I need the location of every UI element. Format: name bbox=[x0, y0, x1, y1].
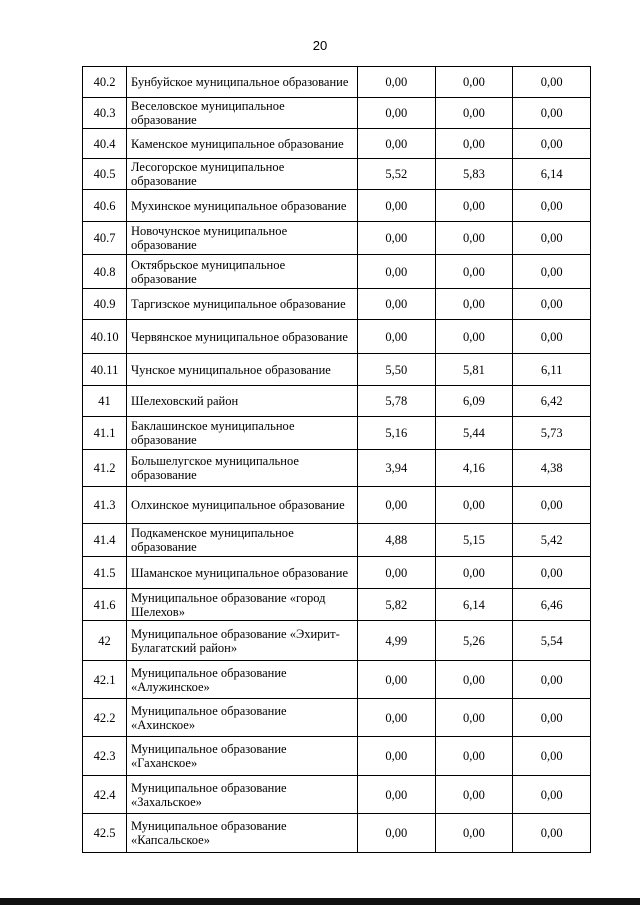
value-3: 0,00 bbox=[513, 320, 591, 354]
row-number: 40.11 bbox=[83, 354, 127, 386]
municipality-name: Муниципальное образование «Алужинское» bbox=[127, 661, 358, 699]
value-3: 6,11 bbox=[513, 354, 591, 386]
value-3: 0,00 bbox=[513, 190, 591, 222]
table-row bbox=[83, 98, 591, 129]
value-3: 5,42 bbox=[513, 524, 591, 557]
value-1: 0,00 bbox=[358, 67, 436, 98]
value-3: 0,00 bbox=[513, 737, 591, 776]
table-row bbox=[83, 289, 591, 320]
value-3: 0,00 bbox=[513, 222, 591, 255]
value-1: 3,94 bbox=[358, 450, 436, 487]
value-2: 5,83 bbox=[435, 159, 513, 190]
municipality-name: Новочунское муниципальное образование bbox=[127, 222, 358, 255]
row-number: 41.3 bbox=[83, 487, 127, 524]
row-number: 40.6 bbox=[83, 190, 127, 222]
table-row bbox=[83, 129, 591, 159]
value-3: 0,00 bbox=[513, 67, 591, 98]
row-number: 40.3 bbox=[83, 98, 127, 129]
municipality-name: Октябрьское муниципальное образование bbox=[127, 255, 358, 289]
municipality-name: Шелеховский район bbox=[127, 386, 358, 417]
table-row bbox=[83, 487, 591, 524]
value-2: 6,14 bbox=[435, 589, 513, 621]
table-row bbox=[83, 699, 591, 737]
value-2: 4,16 bbox=[435, 450, 513, 487]
value-1: 0,00 bbox=[358, 737, 436, 776]
value-1: 5,78 bbox=[358, 386, 436, 417]
value-2: 0,00 bbox=[435, 129, 513, 159]
page-number: 20 bbox=[312, 38, 328, 53]
value-1: 0,00 bbox=[358, 222, 436, 255]
value-3: 0,00 bbox=[513, 255, 591, 289]
municipality-name: Муниципальное образование «Гаханское» bbox=[127, 737, 358, 776]
value-1: 5,16 bbox=[358, 417, 436, 450]
municipality-name: Каменское муниципальное образование bbox=[127, 129, 358, 159]
table-row bbox=[83, 814, 591, 853]
row-number: 42.4 bbox=[83, 776, 127, 814]
row-number: 42.3 bbox=[83, 737, 127, 776]
value-3: 0,00 bbox=[513, 661, 591, 699]
value-1: 0,00 bbox=[358, 129, 436, 159]
row-number: 40.5 bbox=[83, 159, 127, 190]
value-1: 0,00 bbox=[358, 487, 436, 524]
value-1: 0,00 bbox=[358, 320, 436, 354]
value-2: 0,00 bbox=[435, 222, 513, 255]
value-1: 5,52 bbox=[358, 159, 436, 190]
value-2: 0,00 bbox=[435, 661, 513, 699]
row-number: 42.2 bbox=[83, 699, 127, 737]
table-row bbox=[83, 159, 591, 190]
value-3: 4,38 bbox=[513, 450, 591, 487]
municipality-name: Веселовское муниципальное образование bbox=[127, 98, 358, 129]
value-1: 0,00 bbox=[358, 661, 436, 699]
value-2: 0,00 bbox=[435, 255, 513, 289]
value-2: 0,00 bbox=[435, 190, 513, 222]
table-row bbox=[83, 320, 591, 354]
value-1: 0,00 bbox=[358, 776, 436, 814]
table-row bbox=[83, 737, 591, 776]
scan-edge bbox=[0, 898, 640, 905]
value-1: 4,99 bbox=[358, 621, 436, 661]
value-3: 5,73 bbox=[513, 417, 591, 450]
table-body bbox=[83, 67, 591, 853]
value-3: 6,42 bbox=[513, 386, 591, 417]
value-3: 6,46 bbox=[513, 589, 591, 621]
table-row bbox=[83, 589, 591, 621]
row-number: 40.7 bbox=[83, 222, 127, 255]
municipality-name: Лесогорское муниципальное образование bbox=[127, 159, 358, 190]
row-number: 41 bbox=[83, 386, 127, 417]
row-number: 40.10 bbox=[83, 320, 127, 354]
row-number: 40.9 bbox=[83, 289, 127, 320]
table-row bbox=[83, 621, 591, 661]
value-2: 6,09 bbox=[435, 386, 513, 417]
row-number: 40.2 bbox=[83, 67, 127, 98]
value-3: 0,00 bbox=[513, 98, 591, 129]
value-2: 5,15 bbox=[435, 524, 513, 557]
value-2: 0,00 bbox=[435, 98, 513, 129]
row-number: 41.4 bbox=[83, 524, 127, 557]
table-row bbox=[83, 450, 591, 487]
table-row bbox=[83, 386, 591, 417]
row-number: 42 bbox=[83, 621, 127, 661]
value-2: 5,26 bbox=[435, 621, 513, 661]
table-row bbox=[83, 354, 591, 386]
value-3: 5,54 bbox=[513, 621, 591, 661]
value-3: 0,00 bbox=[513, 776, 591, 814]
municipality-name: Муниципальное образование «Захальское» bbox=[127, 776, 358, 814]
row-number: 41.1 bbox=[83, 417, 127, 450]
municipality-name: Муниципальное образование «Эхирит-Булагатский район» bbox=[127, 621, 358, 661]
table-row bbox=[83, 190, 591, 222]
municipality-name: Подкаменское муниципальное образование bbox=[127, 524, 358, 557]
municipality-name: Баклашинское муниципальное образование bbox=[127, 417, 358, 450]
value-1: 0,00 bbox=[358, 289, 436, 320]
table-row bbox=[83, 524, 591, 557]
value-2: 0,00 bbox=[435, 320, 513, 354]
value-2: 0,00 bbox=[435, 776, 513, 814]
value-2: 5,44 bbox=[435, 417, 513, 450]
value-1: 5,50 bbox=[358, 354, 436, 386]
table-row bbox=[83, 255, 591, 289]
value-2: 0,00 bbox=[435, 67, 513, 98]
value-1: 4,88 bbox=[358, 524, 436, 557]
municipality-name: Шаманское муниципальное образование bbox=[127, 557, 358, 589]
value-3: 0,00 bbox=[513, 289, 591, 320]
data-table bbox=[82, 66, 591, 853]
value-2: 0,00 bbox=[435, 289, 513, 320]
municipality-name: Бунбуйское муниципальное образование bbox=[127, 67, 358, 98]
value-3: 0,00 bbox=[513, 814, 591, 853]
value-3: 0,00 bbox=[513, 699, 591, 737]
value-3: 0,00 bbox=[513, 557, 591, 589]
value-1: 0,00 bbox=[358, 557, 436, 589]
municipality-name: Червянское муниципальное образование bbox=[127, 320, 358, 354]
value-2: 0,00 bbox=[435, 737, 513, 776]
value-1: 0,00 bbox=[358, 699, 436, 737]
row-number: 42.1 bbox=[83, 661, 127, 699]
value-3: 6,14 bbox=[513, 159, 591, 190]
value-1: 0,00 bbox=[358, 255, 436, 289]
row-number: 41.2 bbox=[83, 450, 127, 487]
row-number: 42.5 bbox=[83, 814, 127, 853]
row-number: 40.8 bbox=[83, 255, 127, 289]
value-1: 0,00 bbox=[358, 98, 436, 129]
municipality-name: Муниципальное образование «город Шелехов» bbox=[127, 589, 358, 621]
value-3: 0,00 bbox=[513, 129, 591, 159]
value-1: 5,82 bbox=[358, 589, 436, 621]
value-2: 0,00 bbox=[435, 699, 513, 737]
table-row bbox=[83, 661, 591, 699]
table-row bbox=[83, 222, 591, 255]
value-2: 0,00 bbox=[435, 487, 513, 524]
value-2: 5,81 bbox=[435, 354, 513, 386]
municipality-name: Муниципальное образование «Ахинское» bbox=[127, 699, 358, 737]
row-number: 41.5 bbox=[83, 557, 127, 589]
table-row bbox=[83, 67, 591, 98]
table-row bbox=[83, 557, 591, 589]
value-2: 0,00 bbox=[435, 814, 513, 853]
municipality-name: Чунское муниципальное образование bbox=[127, 354, 358, 386]
value-1: 0,00 bbox=[358, 190, 436, 222]
row-number: 40.4 bbox=[83, 129, 127, 159]
table-row bbox=[83, 417, 591, 450]
municipality-name: Мухинское муниципальное образование bbox=[127, 190, 358, 222]
value-2: 0,00 bbox=[435, 557, 513, 589]
value-3: 0,00 bbox=[513, 487, 591, 524]
row-number: 41.6 bbox=[83, 589, 127, 621]
municipality-name: Муниципальное образование «Капсальское» bbox=[127, 814, 358, 853]
value-1: 0,00 bbox=[358, 814, 436, 853]
table-row bbox=[83, 776, 591, 814]
municipality-name: Таргизское муниципальное образование bbox=[127, 289, 358, 320]
municipality-name: Большелугское муниципальное образование bbox=[127, 450, 358, 487]
municipality-name: Олхинское муниципальное образование bbox=[127, 487, 358, 524]
